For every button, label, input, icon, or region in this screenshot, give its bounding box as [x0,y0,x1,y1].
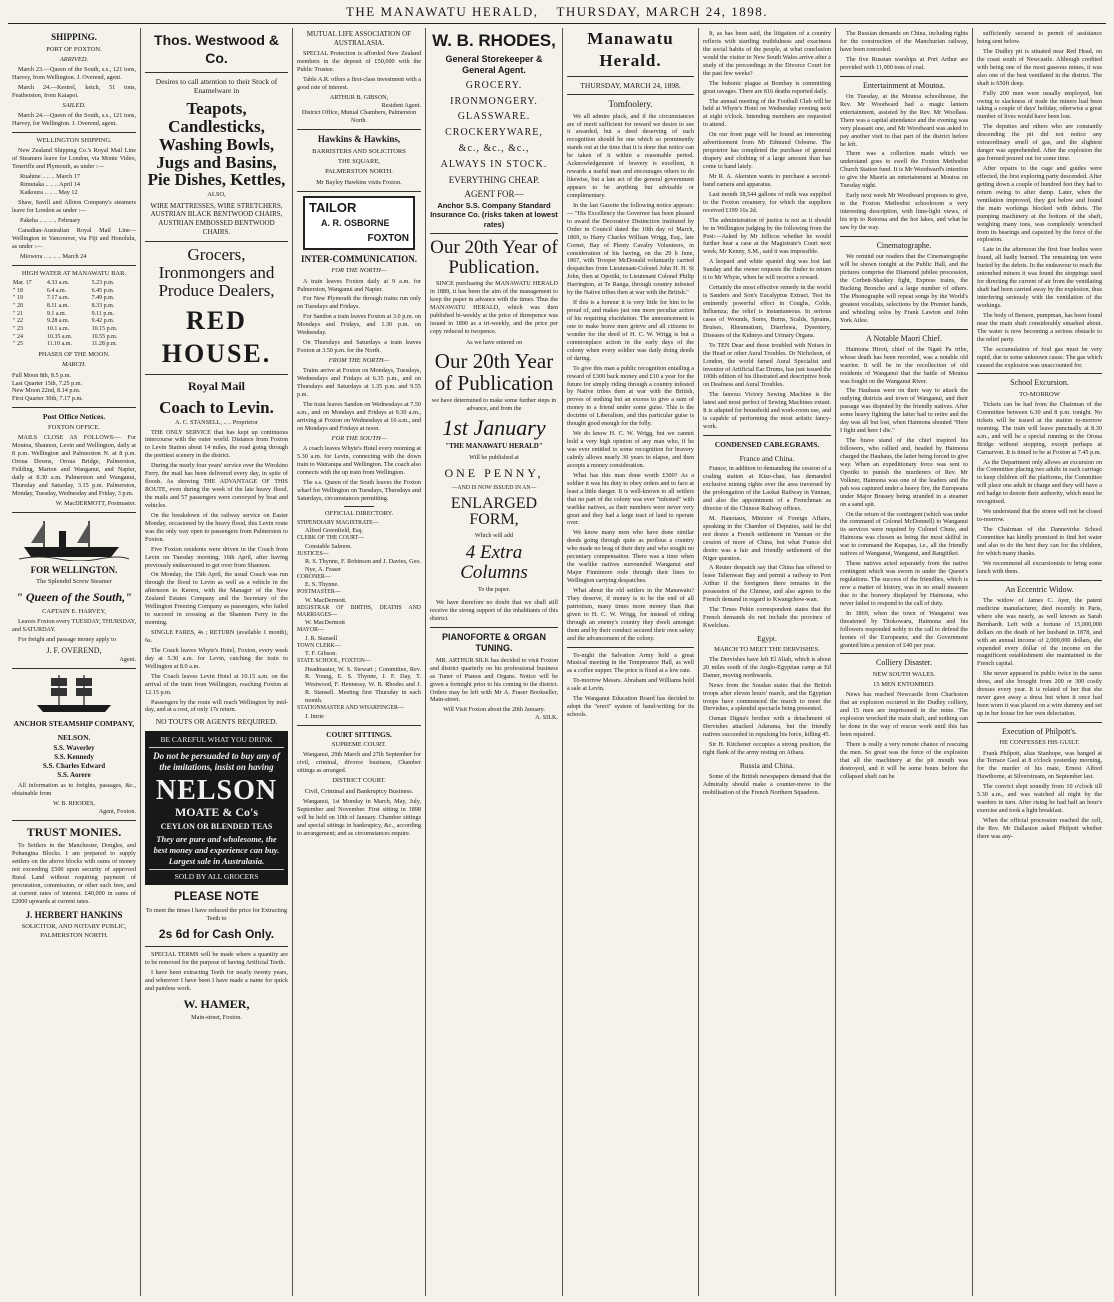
article-paragraph: Early next week Mr Woodward proposes to give, in the Foxton Methodist schoolroom a very interesting description, with lime-light views, of his trip to Rotorua and the hot lakes, and what he saw by the way. [840,192,968,231]
tide-row: " 20 8.11 a.m. 8.33 p.m. [13,302,115,309]
article-paragraph: The Hauhaus were on their way to attack the outlying districts and town of Wanganui, and their passage was disputed by the friendly natives. After some heavy fighting the latter had to retire and the day was all but lost, when Haimona shouted "Here I fight and here I die." [840,387,968,435]
tide-row: " 21 9.1 a.m. 9.11 p.m. [13,310,115,317]
anchor-info: All information as to freights, passages, &c., obtainable from [12,782,136,798]
article-paragraph: What has this man done worth £300? As a soldier it was his duty to obey orders and to face at least a little danger. It is well-known to all settlers that no part of the colony was ever "infested" with warlike natives, as their numbers were never very great and they had a large tract of land to operate over. [567,471,694,527]
coach-text: During the nearly four years' service over the Wirokino Ferry, the mail has been delivered every day, in spite of floods. As showing THE ADVANTAGE OF THIS ROUTE, even during the week of the late heavy flood, the mails and 57 passengers were conveyed by boat and vehicles. [145,462,288,509]
north-label: FOR THE NORTH— [331,267,387,275]
article-paragraph: On Tuesday, at the Moutoa schoolhouse, the Rev. Mr Woodward had a magic lantern entertainment, assisted by the Rev. Mr Woollass. There was a capital attendance and the evening was very pleasant one, and Mr Woodward was asked to pay another visit to that part of the district before he left. [840,92,968,148]
article-paragraph: To give this man a public recognition entailing a reward of £300 back money and £10 a year for the future for simply riding through a country infested by Native tribes then at war with the British, proves of nothing but an excess to give a sum of money to a friend under some guise. This is the doctrine of Liberalism, and this particular guise is thought good enough for the folly. [567,364,694,428]
article-paragraph: What about the old settlers in the Manawatu? They deserve, if money is to be the end of all patriotism, many times more money than that given to H. C. W. Wrigg, for instead of riding through an enemy's country they dwelt amongst them and by their conduct secured their own safety and the advancement of the colony. [567,586,694,642]
rhodes-item: &c., &c., &c., [458,143,530,155]
doubt-text: We have therefore no doubt that we shall still receive the strong support of the inhabitants of this district. [430,598,558,622]
colliery-entombed: 15 MEN ENTOMBED. [873,681,935,688]
cable-paragraph: Sir H. Kitchener occupies a strong position, the right flank of the army resting on Atbara. [703,741,831,757]
mutual-life-heading: MUTUAL LIFE ASSOCIATION OF AUSTRALASIA. [306,30,412,47]
cablegrams-heading: CONDENSED CABLEGRAMS. [714,440,820,449]
directory-entry: STIPENDIARY MAGISTRATE— Alfred Greenfield, Esq. [297,520,379,535]
herald-name: "THE MANAWATU HERALD" [445,441,543,450]
tide-row: " 25 11.10 a.m. 11.28 p.m. [13,341,118,348]
westwood-desires: Desires to call attention to their Stock of Enamelware in [155,76,278,96]
article-paragraph: The body of Benson, pumpman, has been found near the main shaft considerably smashed about. The water is now becoming a serious obstacle to the relief party. [977,311,1102,343]
news-item: On our front page will be found an interesting advertisement from Mr Edmund Osborne. The proprietor has completed the purchase of general drapery and clothing of a large amount than has come to hand lately. [703,131,831,170]
enlarged-form: ENLARGED FORM, [450,494,538,529]
steamer-intro: The Splendid Screw Steamer [36,578,112,586]
directory-entry: CLERK OF THE COURT— Constable Salmon. [297,535,365,550]
port-heading: PORT OF FOXTON. [46,45,102,53]
coach-text: Five Foxton residents were driven in the Coach from Levin on Tuesday morning, 16th April, after having previously endeavoured to get over from Shannon. [145,545,288,569]
post-office-text: MAILS CLOSE AS FOLLOWS:— For Moutoa, Shannon, Levin and Wellington, daily at 8 p.m. Wellington and Palmerston N. at 8 p.m. Oroua Downs, Oroua Bridge, Palmerston, Feilding, Marton and Wanganui, and Napier, daily at 8.30 a.m. Palmerston and Wanganui, Thursday and Saturday, 3.15 p.m. Palmerston, Monday, Tuesday, Wednesday and Friday, 3 p.m. [12,434,136,497]
article-paragraph: We know many men who have done similar deeds going through quite as perilous a country who made no brag of their duty and who sought no pecuniary compensation. There was a time when the warlike natives surrounded Wanganui and Major Finnimore rode through their lines to Wellington carrying despatches. [567,529,694,585]
district-office: District Office, Mutual Chambers, Palmerston North. [301,109,417,125]
overend-name: J. F. OVEREND, [46,645,102,655]
nelson-warn: Do not be persuaded to buy any of the imitations, insist on having [153,750,280,773]
mutual-life-text: SPECIAL Protection is afforded New Zealand members in the deposit of £50,000 with the Public Trustee. [297,49,421,73]
for-wellington-heading: FOR WELLINGTON. [30,564,118,575]
column-4 [426,28,563,1296]
canadian-ship: Miowera .. .. .. .. March 24 [20,252,87,260]
anchor-ship: S.S. Waverley [53,744,95,753]
moon-phase: Last Quarter 15th, 7.25 p.m. [12,379,83,387]
article-paragraph: We remind our readers that the Cinematographe will be shown tonight at the Public Hall, and the pictures comprise the Diamond jubilee procession, the Corbett-Sharkey fight, Express trains, the Bucking Broncho and a large number of others. The Phonographe will repeat songs by the World's greatest vocalists, selections by the Premier bands, and whistling solos by Frank Lawton and John York Atlee. [840,253,968,324]
proprietor-line: A. C. STANSELL, .. .. Proprietor [175,418,258,426]
gibson-role: Resident Agent. [381,101,421,109]
bayley-hawkins-note: Mr Bayley Hawkins visits Foxton. [316,178,402,186]
since-text: SINCE purchasing the MANAWATU HERALD in 1889, it has been the aim of the management to keep the paper in advance with the times. Thus the MANAWATU HERALD, which was then published bi-weekly at the price of threepence was issued in 1890 as a tri-weekly, and the price per copy reduced to twopence. [430,280,558,335]
tide-row: " 18 6.4 a.m. 6.45 p.m. [13,287,115,294]
overend-role: Agent. [119,656,136,664]
from-north-label: FROM THE NORTH— [328,357,390,364]
anchor-agent-role: Agent, Foxton. [98,807,136,815]
steamer-schedule: Leaves Foxton every TUESDAY, THURSDAY, and SATURDAY. [12,618,136,634]
from-north-text: The train leaves Sandon on Wednesdays at 7.50 a.m., and on Mondays and Fridays at 9.30 a.m., arriving at Foxton on Wednesdays at 10 a.m., and on Mondays and Fridays at noon. [297,401,421,432]
tomfoolery-heading: Tomfoolery. [608,99,653,110]
news-item: It, as has been said, the litigation of a country reflects with startling truthfulness and exactness the social habits of the people, at what conclusion would the visitor to New South Wales arrive after a study of the proceedings in the Divorce Court for the past few weeks? [703,30,831,77]
north-text: For New Plymouth the through trains run only on Tuesdays and Fridays. [297,295,421,311]
rhodes-item: GROCERY. [465,79,523,91]
table-a-text: Table A.R. offers a first-class investment with a good rate of interest. [297,75,421,91]
article-paragraph: After repairs to the cage and guides were effected, the first exploring party descended. After getting down a couple of hundred feet they had to return owing to after damp. Later, when the ventilation improved, they got below and found the main workings blocked with debris. The pumping machinery at the bottom of the shaft, weighing many tons, was completely wrenched from its bearings and capsized by the force of the explosion. [977,165,1102,244]
moutoa-heading: Entertainment at Moutoa. [863,80,945,90]
district-court-heading: DISTRICT COURT. [332,777,386,785]
directory-entry: CORONER— E. S. Thynne. [297,573,339,589]
column-8 [973,28,1106,1296]
one-penny: ONE PENNY, [444,465,544,480]
no-touts: NO TOUTS OR AGENTS REQUIRED. [155,717,278,727]
article-paragraph: The widow of James C. Ayer, the patent medicine manufacturer, died recently in Paris, where she was nearly, as well known as Sarah Bernhardt. Left with a fortune of 15,000,000 dollars on the death of her husband in 1878, and with an annual income of 2,000,000 dollars, she expended every dollar of the income on the magnificent establishment she maintained in the French capital. [977,596,1102,668]
tide-row: " 22 9.28 a.m. 9.42 p.m. [13,318,115,325]
tide-row: " 24 10.35 a.m. 10.55 p.m. [13,333,118,340]
directory-entry: REGISTRAR OF BIRTHS, DEATHS AND MARRIAGES— W. MacDermott [297,604,421,627]
hawkins-role: BARRISTERS AND SOLICITORS [312,147,406,155]
red-house-heading: RED HOUSE. [161,305,272,369]
coach-text: On Monday, the 15th April, the usual Coach was run through the flood to Levin as well as a vehicle in the afternoon to Kereru, with the Manager of the New Zealand Estates Company and the Secretary of the Wellington Freezing Company as passengers, who failed to succeed in crossing at the Shannon Ferry in the morning. [145,571,288,627]
north-text: On Thursdays and Saturdays a train leaves Foxton at 3.50 p.m. for the North. [297,339,421,355]
mattresses-text: WIRE MATTRESSES, WIRE STRETCHERS, AUSTRIAN BLACK BENTWOOD CHAIRS, AUSTRIAN EMBOSSED BENTWOOD CHAIRS. [150,201,283,237]
masthead [8,4,1106,24]
article-paragraph: If this is a honour it is very little for him to be proud of, and makes just one more peculiar action of his requiring elucidation. The announcement is one to make brave men grieve and all citizens to wonder for the deed of H. C. W. Wrigg is but a commonplace action in the early days of the colony when every soldier was daily doing deeds of daring. [567,299,694,362]
news-item: To TEN Dear and those troubled with Noises in the Head or other Aural Troubles. Dr Nicholson, of London, the world famed Aural Specialist and inventor of Artificial Ear Drums, has just issued the 100th edition of his illustrated and descriptive book on Deafness and Aural Troubles. [703,341,831,389]
ship-1: Ruahine .. .. .. March 17 [20,173,80,181]
sailing-1: March 24.—Queen of the South, s.s., 121 tons, Harvey, for Wellington. J. Overend, agent. [12,112,136,128]
article-paragraph: The convict slept soundly from 10 o'clock till 5.30 a.m., and was watched all night by the warders in turn. After rising he had half an hour's exercise and took a light breakfast. [977,783,1102,815]
news-item: Mr R. A. Akersten wants to purchase a second-hand camera and apparatus. [703,172,831,188]
article-paragraph: We all admire pluck, and if the circumstances are of merit sufficient for reward we desire to see it awarded, but a deed deserving of such recognition should be one which so prominently stands out at the time that it is done that notice can be taken of it within a reasonable period. Acknowledgement of bravery is excellent, it rewards a useful man and encourages others to do likewise, but a late act of the general government appears to be anything but advisable or complimentary. [567,112,694,199]
coach-text: The Coach leaves Whyte's Hotel, Foxton, every week day at 5.30 a.m. for Levin, catching the train to Wellington at 8.0 a.m. [145,646,288,670]
nelson-brand: NELSON [155,774,278,806]
to-paper: To the paper. [477,585,511,593]
article-paragraph: News has reached Newcastle from Charleston that an explosion occurred in the Dudley colliery, and 15 men are imprisoned in the mine. The explosion wrecked the main shaft, and nothing can be done in the way of rescue work until this has been repaired. [840,691,968,738]
maori-chief-heading: A Notable Maori Chief. [866,333,942,343]
steamer-illustration [19,517,129,561]
osborne-word: A. R. OSBORNE [321,217,390,228]
article-paragraph: The brave stand of the chief inspired his followers, who rallied and, headed by Haimona charged the Hauhaus, the latter being forced to give way. When an expeditionary force was sent to Opotiki to punish the murderers of Rev. Mr Volkner, Haimona was one of the leaders and the pah was captured under a heavy fire, the Europeans under Major Brassey being stranded in a steamer on a sand spit. [840,437,968,508]
article-paragraph: The deputies and others who are constantly descending the pit did not notice any extraordinary smell of gas, and the slightest danger was apprehended. After the explosion the gas formed poured out for some time. [977,123,1102,163]
also-label: ALSO, [207,191,226,199]
cable-paragraph: Some of the British newspapers demand that the Admiralty should make a counter-move to the mobilisation of the French Northern Squadron. [703,772,831,796]
article-paragraph: Frank Philpott, alias Stanhope, was hanged at the Terrace Gaol at 8 o'clock yesterday morning, for the murder of his mate, Ernest Alfred Hawthorne, at Silverstream, on September last. [977,749,1102,781]
please-note-heading: PLEASE NOTE [174,889,259,904]
shipping-heading: SHIPPING. [51,32,97,42]
nelson-tea-ad [145,731,288,885]
tide-row: " 23 10.1 a.m. 10.15 p.m. [13,325,118,332]
cable-paragraph: M. Hanotaux, Minister of Foreign Affairs, speaking in the Chamber of Deputies, said he did not desire a French settlement in Yunnan or the cession of more of China, but what France did desire was a fair and friendly settlement of the Niger question. [703,514,831,562]
sailing-ship-illustration [29,673,119,715]
trust-monies-heading: TRUST MONIES. [26,824,122,839]
wellington-shipping-heading: WELLINGTON SHIPPING. [36,137,112,145]
article-paragraph: sufficiently secured to permit of assistance being sent below. [977,30,1102,45]
coach-text: Passengers by the route will reach Wellington by mid-day, and at a cost, of only 17s return. [145,698,288,714]
everything-cheap: EVERYTHING CHEAP. [448,174,540,185]
article-paragraph: Haimona Hiroti, chief of the Ngati Pa tribe, whose death has been recorded, was a notable old warrior. It will be in the recollection of old residents of Wanganui that the battle of Moutoa was fought on the Wanganui River. [840,345,968,385]
january-heading: 1st January [442,414,546,440]
osborne-tailor-logo [303,196,415,250]
colliery-heading: Colliery Disaster. [876,658,932,668]
france-china-heading: France and China. [739,453,795,463]
note-text: To meet the times I have reduced the price for Extracting Teeth to [145,906,288,922]
herald-date: THURSDAY, MARCH 24, 1898. [580,80,681,90]
eccentric-widow-heading: An Eccentric Widow. [1005,584,1074,594]
two-six-heading: 2s 6d for Cash Only. [158,926,275,941]
published-text: Will be published at [469,453,519,461]
article-paragraph: We recommend all excursionists to bring some lunch with them. [977,559,1102,575]
article-paragraph: There is really a very remote chance of rescuing the men. So great was the force of the explosion that all the machinery at the pit mouth was destroyed, and it will be some hours before the collapsed shaft can be [840,740,968,780]
anchor-insurance: Anchor S.S. Company Standard Insurance Co. (risks taken at lowest rates) [430,200,558,229]
news-item: Last month 18,544 gallons of milk was supplied to the Foxton creamery, for which the suppliers received £199 16s 2d. [703,190,831,214]
tide-row: Mar. 17 4.33 a.m. 5.23 p.m. [13,279,115,286]
directory-entry: TOWN CLERK— T. F. Gibson. [297,642,341,658]
hankins-role: SOLICITOR, AND NOTARY PUBLIC, PALMERSTON NORTH. [21,923,127,939]
moon-phase: Full Moon 8th, 8.5 p.m. [12,371,72,379]
trust-monies-text: To Settlers in the Manchester, Dongles, and Pohangina Blocks. I am prepared to supply settlers on the above blocks with sums of money not exceeding £500 upon security of approved Rural Land without requiring payment of procuration, commission, or other such fees, and at current rates of interest. £40,000 in sums of £2000 upwards at current rates. [12,842,136,905]
moon-phase: First Quarter 30th, 7.17 p.m. [12,395,83,403]
column-3 [293,28,426,1296]
ship-3: Kaikoura .. .. .. May 12 [20,189,78,197]
wellington-shipping-text: New Zealand Shipping Co.'s Royal Mail Line of Steamers leave for London, via Monte Video, Teneriffe and Plymouth, as under :— [12,147,136,171]
cable-paragraph: France, in addition to demanding the cession of a coaling station at Kiao-chau, has demanded exclusive mining rights over the area traversed by the prolongation of the Laokai Railway in Yunnan, and also the appointment of a Frenchman as director of the Chinese Railway offices. [703,465,831,512]
colliery-nsw: NEW SOUTH WALES. [872,670,936,678]
directory-entry: MAYOR— J. R. Stansell [297,627,338,642]
foxton-word: FOXTON [367,232,409,244]
article-paragraph: In the last Gazette the following notice appears:— "His Excellency the Governor has been pleased to award the Decorative Distinction instituted by Order in Council dated the 10th day of March, 1869, to Harry Charles William Wrigg, Esq., late Cornet, Bay of Plenty Cavalry Volunteers, in consideration of his having, on the 29 h June, 1867, with Trooper McDonald voluntarily carried despatches from Lieutenant-Colonel John H. H. St John, then at Opotiki, to Lieutenant Colonel Philip Harrington, at Te Ranga, through country infested by the Native tribes then at war with the British." [567,201,694,297]
column-2 [141,28,293,1296]
anchor-agent-name: W. B. RHODES, [53,800,95,808]
official-directory-heading: OFFICIAL DIRECTORY. [324,509,394,517]
extra-columns: 4 Extra Columns [460,542,528,584]
article-paragraph: On the return of the contingent (which was under the command of Colonel McDonnell) to Wanganui its services were required by Colonel Chute, and Haimona was chosen as being the most skilful in war to command the Kupapas, i.e., all the friendly natives of Wanganui, Wanganui, and Rangitikei. [840,510,968,558]
directory-entry: STATIONMASTER AND WHARFINGER— J. Imrie [297,705,404,720]
masthead-title: THE MANAWATU HERALD, [345,4,539,19]
silk-signature: A. SILK. [535,714,558,722]
intercommunication-heading: INTER-COMMUNICATION. [300,253,418,264]
column-5 [563,28,699,1296]
hawkins-heading: Hawkins & Hawkins, [317,134,401,145]
piano-heading: PIANOFORTE & ORGAN TUNING. [441,631,546,654]
hawkins-city: PALMERSTON NORTH. [325,168,393,176]
grocers-heading: Grocers, Ironmongers and Produce Dealers, [158,245,275,301]
cinematographe-heading: Cinematographe. [876,240,932,250]
court-sittings-heading: COURT SITTINGS. [326,729,392,739]
hamer-name: W. HAMER, [183,996,250,1011]
tide-heading: HIGH WATER AT MANAWATU BAR. [21,269,127,277]
hamer-address: Main-street, Foxton. [191,1014,242,1022]
nelson-tea: CEYLON OR BLENDED TEAS [160,822,273,831]
south-text: The s.s. Queen of the South leaves the Foxton wharf for Wellington on Tuesdays, Thursdays and Saturdays, circumstances permitting. [297,478,421,502]
always-in-stock: ALWAYS IN STOCK. [440,158,548,170]
egypt-sub: MARCH TO MEET THE DERVISHES. [714,645,820,653]
article-paragraph: We do know H. C. W. Wrigg, but we cannot hold a very high opinion of any man who, if he was ever entitled to some recognition for bravery calmly allows nearly 30 years to elapse, and then accepts a money consideration. [567,430,694,469]
coach-to-levin-heading: Coach to Levin. [159,397,274,417]
north-text: For Sandon a train leaves Foxton at 3.0 p.m. on Mondays and Fridays, and 1.30 p.m. on Wednesday. [297,313,421,337]
article-paragraph: When the official procession reached the cell, the Rev. Mr Dallaston asked Philpott whether there was any- [977,817,1102,840]
article-paragraph: Late in the afternoon the first four bodies were found, all badly burned. The remaining ten were buried by the debris. In the endeavour to reach the entombed miners it was found the stoppings used for directing the current of air from the ventilating shaft had been carried away by the explosion, thus interfering seriously with the ventilation of the workings. [977,246,1102,309]
entered-text: As we have entered on [465,338,523,346]
south-label: FOR THE SOUTH— [331,434,387,442]
news-item: To-night the Salvation Army hold a great Musical meeting in the Temperance Hall, as well as a coffee supper. The price is fixed at a low rate. [567,651,694,675]
extracting-text: I have been extracting Teeth for nearly twenty years, and wherever I have been I have made a name for quick and painless work. [145,968,288,992]
postmaster-signature: W. MacDERMOTT, Postmaster. [55,499,136,507]
article-paragraph: The accumulation of foul gas must be very rapid, due to some unknown cause. The gas which caused the explosion was unaccounted for. [977,345,1102,369]
cable-paragraph: The Russian demands on China, including rights for the construction of the Manchurian railway, have been conceded. [840,30,968,53]
rhodes-heading: W. B. RHODES, [432,31,556,50]
freight-text: For freight and passage money apply to [18,636,116,644]
cable-paragraph: A Reuter despatch say that China has offered to lease Talienwan Bay and permit a railway to Port Arthur if the foreigners there remains in the possession of the Chinese, and also agrees to the French demand in regard to Kwangchow-wan. [703,564,831,604]
cable-paragraph: News from the Soudan states that the British troops after eleven hours' march, and the Egyptian troops have commenced the march to meet the Dervishes, a splendid spectacle being presented. [703,681,831,713]
tailor-word: TAILOR [309,199,357,215]
nelson-pure: They are pure and wholesome, the best money and experience can buy. Largest sale in Australasia. [153,834,280,866]
district-court-text: Wanganui, 1st Monday in March, May, July, September and November. First sitting in 1898 will be held on 10th of January. Chamber sittings and special sittings in bankruptcy, &c., according to arrangement; and as circumstances require. [297,797,421,837]
twentieth-year-heading: Our 20th Year of Publication. [430,237,558,279]
south-text: A coach leaves Whyte's Hotel every morning at 5.30 a.m. for Levin, connecting with the down train to Wairarapa and Wellington. The coach also connects with the up train from Wellington. [297,445,421,476]
directory-entry: STATE SCHOOL, FOXTON— Headmaster, W. S. Stewart ; Committee, Rev. R. Young, E. S. Thynne, J. F. Day, T. Westwood, F. Hennessy, W. B. Rhodes and J. R. Stansell. Meeting first Thursday in each month. [297,658,421,705]
shaw-ship: Pakeha .. .. .. .. February [20,216,81,224]
post-office-sub: FOXTON OFFICE. [48,423,100,431]
execution-sub: HE CONFESSES HIS GUILT. [999,739,1080,747]
article-paragraph: These natives acted separately from the native contingent which was sworn in under the Queen's regulations. The success of the friendlies, which is now a matter of history, was in no small measure due to the bravery displayed by Haimona, who never failed to respond to the call of duty. [840,560,968,607]
moon-heading: PHASES OF THE MOON. [38,350,110,358]
article-paragraph: We understand that the stores will not be closed to-morrow. [977,508,1102,524]
twentieth-year-heading-2: Our 20th Year of Publication [434,348,554,395]
article-paragraph: Tickets can be had from the Chairman of the Committee between 6.30 and 8 p.m. tonight. No tickets will be issued at the station to-morrow morning. The train will leave punctually at 8.30 a.m., and will be a special running to the Oroua Bridge without stopping, except perhaps at Carnarvon. It is timed to be at Foxton at 7.45 p.m. [977,400,1102,456]
shaw-savill-text: Shaw, Savill and Albion Company's steamers leave for London as under :— [12,199,136,214]
nelson-top: BE CAREFUL WHAT YOU DRINK [149,735,284,748]
royal-mail-heading: Royal Mail [188,379,245,394]
teapots-heading: Teapots, Candlesticks, Washing Bowls, Jugs and Basins, Pie Dishes, Kettles, [147,99,286,190]
russia-china-heading: Russia and China. [739,761,795,771]
arrival-2: March 24.—Kestrel, ketch, 51 tons, Featherston, from Kaiapoi. [12,84,136,99]
special-terms-text: SPECIAL TERMS will be made where a quantity are to be removed for the purpose of having Artificial Teeth. [145,951,288,966]
district-court-sub: Civil, Criminal and Bankruptcy Business. [304,787,414,795]
news-item: Certainly the most effective remedy in the world is Sanders and Son's Eucalyptus Extract. Test its eminently powerful effect in Coughs, Colds, Influenza; the relief is instantaneous. In serious cases of Wounds, Sores, Burns, Scalds, Sprains, Bruises, Rheumatism, Diarrhoea, Dysentery, Diseases of the Kidneys and Urinary Organs. [703,284,831,339]
silk-text: MR. ARTHUR SILK has decided to visit Foxton and district quarterly on his professional business as Tuner of Pianos and Organs. Notice will be given a fortnight prior to his coming to the district. Orders may be left with Mr A. Fraser Bookseller, Main-street. [430,656,558,704]
anchor-ship: S.S. Kennedy [54,753,94,762]
hankins-name: J. HERBERT HANKINS [25,909,123,920]
post-office-heading: Post Office Notices. [42,412,106,422]
rhodes-role: General Storekeeper & General Agent. [445,53,543,76]
ship-2: Rimutaka .. .. .. April 14 [20,181,80,189]
news-item: The administration of justice is not as it should be in Wellington judging by the following from the Post:—Asked by Mr Jellicoe whether he would further hear a case at the Magistrate's Court next week, Mr Kenny, S.M., said it was impossible. [703,216,831,256]
agent-for: AGENT FOR— [464,189,524,200]
cable-paragraph: Osman Digna's brother with a detachment of Dervishes attacked Adarama, but the friendly natives succeeded in repulsing his force, killing 45. [703,715,831,739]
issued-text: —AND IS NOW ISSUED IN AN— [451,485,537,492]
arrival-1: March 23.—Queen of the South, s.s., 121 tons, Harvey, from Wellington. J. Overend, agent. [12,66,136,82]
anchor-ship: S.S. Charles Edward [42,762,106,771]
supreme-court-text: Wanganui, 29th March and 27th September for civil, criminal, divorce business, Chamber sittings as arranged. [297,751,421,775]
news-item: The Wanganui Education Board has decided to adopt the "erect" system of hand-writing for its schools. [567,695,694,719]
nelson-sold: SOLD BY ALL GROCERS [149,869,284,882]
steamer-name: " Queen of the South," [16,590,132,605]
anchor-ship: S.S. Aorere [57,771,91,780]
moon-month: MARCH. [61,361,86,369]
nelson-co: MOATE & Co's [174,804,259,819]
captain-name: CAPTAIN E. HARVEY, [42,607,106,615]
cable-paragraph: The Dervishes have left El Aliab, which is about 20 miles south of the Anglo-Egyptian camp at Ed Damer, moving northwards. [703,655,831,679]
school-excursion-heading: School Excursion. [1010,378,1069,388]
article-paragraph: Fully 200 men were usually employed, but owing to slackness of trade the miners had been taking a couple of days' holiday, otherwise a great number of lives would have been lost. [977,89,1102,121]
masthead-date: THURSDAY, MARCH 24, 1898. [556,4,769,19]
article-paragraph: The Chairman of the Dannevirke School Committee has kindly promised to find hot water and also to do the best they can for the children, for which many thanks. [977,526,1102,557]
rhodes-item: CROCKERYWARE, [445,127,543,139]
article-paragraph: She never appeared in public twice in the same dress, and she brought from 200 or 300 costly dresses every year. It is related of her that she never gave away a dress but when it once had been worn it was placed on a wire dummy and set up in her house for her own delectation. [977,670,1102,718]
which-add: Which will add [474,532,514,540]
article-paragraph: There was a collection made which we understand goes to swell the Foxton Methodist Church Station fund. It is Mr Woodward's intention to give the Maoris an entertainment at Moutoa on Tuesday night. [840,150,968,190]
cable-paragraph: The Times Pekin correspondent states that the French demands do not include the province of Kwelchau. [703,606,831,629]
hawkins-square: THE SQUARE, [338,158,380,166]
article-paragraph: The Dudley pit is situated near Red Head, on the coast south of Newcastle. Although credited with being one of the most gaseous mines, it was also one of the best ventilated in the district. The shaft is 650ft deep. [977,47,1102,87]
news-item: A leopard and white spaniel dog was lost last Sunday and the owner requests the finder to return it to Mr Whyte, when he will receive a reward. [703,258,831,282]
tide-row: " 19 7.17 a.m. 7.49 p.m. [13,295,115,302]
coach-text: On the breakdown of the railway service on Easter Monday, occasioned by the heavy flood, this Levin route was the only way open to passengers from Palmerston to Foxton. [145,511,288,543]
herald-title: Manawatu Herald. [587,29,674,70]
article-paragraph: In 1869, when the town of Wanganui was threatened by Titokowaru, Haimona and his followers responded nobly to the call to defend the homes of the Europeans; and the Government granted him a pension of £40 per year. [840,609,968,649]
sailed-label: SAILED. [62,101,86,109]
arrived-label: ARRIVED. [59,55,89,63]
visit-text: Will Visit Foxton about the 20th January. [443,706,545,714]
fares-text: SINGLE FARES, 4s ; RETURN (available 1 month), 6s. [145,629,288,644]
moon-phase: New Moon 22nd, 8.14 p.m. [12,387,81,395]
column-6 [699,28,836,1296]
news-item: To-morrow Messrs. Abraham and Williams hold a sale at Levin. [567,677,694,693]
north-text: A train leaves Foxton daily at 9 a.m. for Palmerston, Wanganui and Napier. [297,277,421,293]
gibson-name: ARTHUR B. GIBSON, [329,93,389,101]
news-item: The famous Victory Sewing Machine is the latest and most perfect of Sewing Machines extant. It is adapted for household and work-room use, and is capable of performing the most artistic fancy-work. [703,391,831,431]
column-1 [8,28,141,1296]
rhodes-item: GLASSWARE. [457,111,531,123]
supreme-court-heading: SUPREME COURT. [331,741,387,749]
coach-text: The Coach leaves Levin Hotel at 10.15 a.m. on the arrival of the train from Wellington, reaching Foxton at 12.15 p.m. [145,672,288,696]
tide-table [12,280,136,349]
determined-text: we have determined to make some further steps in advance, and from the [431,396,557,412]
directory-entry: POSTMASTER— W. MacDermott. [297,589,347,604]
article-paragraph: As the Department only allows an excursion on the Committee placing two adults in each carriage to keep children off the platforms, the Committee will place one adult in charge and they will have a red badge to denote their authority, which must be recognised. [977,458,1102,506]
coach-text: THE ONLY SERVICE that has kept up continuous intercourse with the outer world. Distance from Foxton to Levin Station about 14 miles, the road going through the prettiest scenery in the district. [145,428,288,460]
rhodes-item: IRONMONGERY. [450,95,538,107]
cable-paragraph: The five Russian warships at Port Arthur are provided with 11,000 tons of coal. [840,55,968,71]
tomorrow-label: TO-MORROW [1019,390,1060,398]
anchor-company-heading: ANCHOR STEAMSHIP COMPANY, [13,719,135,729]
from-north-text: Trains arrive at Foxton on Mondays, Tuesdays, Wednesdays and Fridays at 6.35 p.m., and on Thursdays and Saturdays at 1.35 p.m. and 9.55 p.m. [297,367,421,399]
canadian-text: Canadian-Australian Royal Mail Line—Wellington to Vancouver, via Fiji and Honolulu, as under :— [12,226,136,250]
directory-entry: JUSTICES— R. S. Thynne, F. Robinson and J. Davies, Geo. Nye, A. Fraser [297,550,421,574]
westwood-heading: Thos. Westwood & Co. [154,32,279,66]
column-7 [836,28,973,1296]
news-item: The bubonic plague at Bombay is committing great ravages. There are 816 deaths reported daily. [703,79,831,95]
egypt-heading: Egypt. [757,633,777,643]
anchor-company-city: NELSON. [57,732,91,742]
execution-heading: Execution of Philpott's. [1002,726,1077,736]
news-item: The annual meeting of the Football Club will be held at Whyte's Hotel on Wednesday evening next at eight o'clock. Intending members are requested to attend. [703,97,831,129]
